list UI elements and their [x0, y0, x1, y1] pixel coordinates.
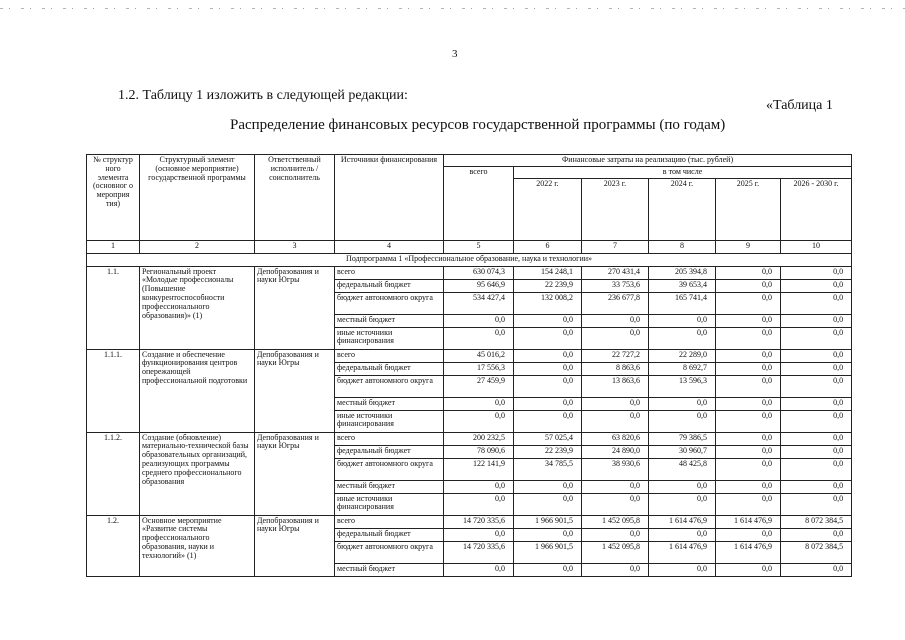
amount-cell: 0,0: [444, 493, 514, 515]
amount-cell: 0,0: [514, 410, 582, 432]
amount-cell: 0,0: [444, 480, 514, 493]
amount-cell: 8 863,6: [582, 362, 649, 375]
amount-cell: 17 556,3: [444, 362, 514, 375]
amount-cell: 534 427,4: [444, 292, 514, 314]
source-label: федеральный бюджет: [335, 445, 444, 458]
amount-cell: 0,0: [781, 362, 852, 375]
amount-cell: 0,0: [582, 410, 649, 432]
amount-cell: 0,0: [649, 397, 716, 410]
amount-cell: 0,0: [649, 493, 716, 515]
amount-cell: 0,0: [582, 397, 649, 410]
column-number-row: [87, 240, 852, 253]
column-number: 2: [140, 240, 255, 253]
source-label: бюджет автономного округа: [335, 458, 444, 480]
amount-cell: 0,0: [582, 493, 649, 515]
column-number: 9: [716, 240, 781, 253]
amount-cell: 0,0: [514, 480, 582, 493]
amount-cell: 0,0: [716, 458, 781, 480]
amount-cell: 79 386,5: [649, 432, 716, 445]
element-name: Создание (обновление) материально-технической базы образовательных организаций, реализующих программы среднего профессионального образования: [140, 432, 255, 515]
header-sources: Источники финансирования: [335, 155, 444, 241]
header-incl: в том числе: [514, 166, 852, 178]
element-name: Создание и обеспечение функционирования центров опережающей профессиональной подготовки: [140, 349, 255, 432]
amount-cell: 0,0: [514, 397, 582, 410]
amount-cell: 0,0: [781, 563, 852, 576]
source-label: федеральный бюджет: [335, 528, 444, 541]
column-number: 8: [649, 240, 716, 253]
amount-cell: 22 239,9: [514, 279, 582, 292]
amount-cell: 154 248,1: [514, 266, 582, 279]
amount-cell: 0,0: [514, 493, 582, 515]
subprogram-title: Подпрограмма 1 «Профессиональное образование, наука и технологии»: [87, 253, 852, 266]
column-number: 10: [781, 240, 852, 253]
amount-cell: 0,0: [514, 314, 582, 327]
amount-cell: 0,0: [444, 397, 514, 410]
source-label: бюджет автономного округа: [335, 292, 444, 314]
header-year: 2022 г.: [514, 178, 582, 240]
amount-cell: 0,0: [781, 327, 852, 349]
amount-cell: 0,0: [649, 480, 716, 493]
source-label: местный бюджет: [335, 480, 444, 493]
amount-cell: 14 720 335,6: [444, 541, 514, 563]
amount-cell: 63 820,6: [582, 432, 649, 445]
table-reference: «Таблица 1: [766, 98, 833, 113]
amount-cell: 0,0: [716, 327, 781, 349]
amount-cell: 630 074,3: [444, 266, 514, 279]
amount-cell: 27 459,9: [444, 375, 514, 397]
source-label: местный бюджет: [335, 563, 444, 576]
element-number: 1.2.: [87, 515, 140, 576]
source-label: местный бюджет: [335, 314, 444, 327]
header-executor: Ответственный исполнитель / соисполнитель: [255, 155, 335, 241]
amount-cell: 13 596,3: [649, 375, 716, 397]
amount-cell: 0,0: [781, 279, 852, 292]
element-number: 1.1.: [87, 266, 140, 349]
column-number: 4: [335, 240, 444, 253]
amount-cell: 22 727,2: [582, 349, 649, 362]
amount-cell: 78 090,6: [444, 445, 514, 458]
amount-cell: 8 072 384,5: [781, 515, 852, 528]
amount-cell: 200 232,5: [444, 432, 514, 445]
element-name: Основное мероприятие «Развитие системы профессионального образования, науки и технологий» (1): [140, 515, 255, 576]
column-number: 1: [87, 240, 140, 253]
amount-cell: 0,0: [716, 349, 781, 362]
column-number: 6: [514, 240, 582, 253]
amount-cell: 8 692,7: [649, 362, 716, 375]
amount-cell: 0,0: [781, 493, 852, 515]
amount-cell: 0,0: [444, 314, 514, 327]
amount-cell: 0,0: [716, 375, 781, 397]
table-row: [87, 266, 852, 279]
amount-cell: 0,0: [649, 314, 716, 327]
amount-cell: 95 646,9: [444, 279, 514, 292]
element-executor: Депобразования и науки Югры: [255, 432, 335, 515]
amount-cell: 1 452 095,8: [582, 515, 649, 528]
amount-cell: 0,0: [444, 327, 514, 349]
source-label: бюджет автономного округа: [335, 541, 444, 563]
amount-cell: 236 677,8: [582, 292, 649, 314]
subprogram-row: [87, 253, 852, 266]
amount-cell: 0,0: [444, 528, 514, 541]
amount-cell: 165 741,4: [649, 292, 716, 314]
amount-cell: 0,0: [716, 480, 781, 493]
amount-cell: 0,0: [582, 480, 649, 493]
amount-cell: 1 614 476,9: [716, 515, 781, 528]
amount-cell: 0,0: [649, 327, 716, 349]
amount-cell: 0,0: [781, 314, 852, 327]
amount-cell: 0,0: [716, 563, 781, 576]
header-year: 2023 г.: [582, 178, 649, 240]
amount-cell: 270 431,4: [582, 266, 649, 279]
element-executor: Депобразования и науки Югры: [255, 349, 335, 432]
header-year: 2026 - 2030 г.: [781, 178, 852, 240]
element-executor: Депобразования и науки Югры: [255, 515, 335, 576]
amount-cell: 1 614 476,9: [649, 515, 716, 528]
source-label: всего: [335, 266, 444, 279]
amount-cell: 1 966 901,5: [514, 515, 582, 528]
amount-cell: 0,0: [781, 410, 852, 432]
column-number: 5: [444, 240, 514, 253]
amount-cell: 0,0: [716, 493, 781, 515]
amount-cell: 0,0: [716, 397, 781, 410]
amount-cell: 14 720 335,6: [444, 515, 514, 528]
element-name: Региональный проект «Молодые профессионалы (Повышение конкурентоспособности профессионального образования)» (1): [140, 266, 255, 349]
amount-cell: 0,0: [582, 528, 649, 541]
amount-cell: 0,0: [781, 292, 852, 314]
source-label: иные источники финансирования: [335, 410, 444, 432]
amount-cell: 0,0: [716, 279, 781, 292]
amount-cell: 22 239,9: [514, 445, 582, 458]
header-element: Структурный элемент (основное мероприятие) государственной программы: [140, 155, 255, 241]
header-num: № структур ного элемента (основног о мероприя тия): [87, 155, 140, 241]
amount-cell: 0,0: [716, 314, 781, 327]
amount-cell: 30 960,7: [649, 445, 716, 458]
amount-cell: 0,0: [781, 528, 852, 541]
amount-cell: 1 966 901,5: [514, 541, 582, 563]
amount-cell: 48 425,8: [649, 458, 716, 480]
amount-cell: 0,0: [716, 292, 781, 314]
element-number: 1.1.2.: [87, 432, 140, 515]
amount-cell: 0,0: [716, 432, 781, 445]
amount-cell: 0,0: [582, 327, 649, 349]
amount-cell: 0,0: [781, 445, 852, 458]
amount-cell: 0,0: [781, 480, 852, 493]
amount-cell: 0,0: [716, 528, 781, 541]
amount-cell: 34 785,5: [514, 458, 582, 480]
source-label: бюджет автономного округа: [335, 375, 444, 397]
amount-cell: 0,0: [444, 410, 514, 432]
amount-cell: 8 072 384,5: [781, 541, 852, 563]
amount-cell: 0,0: [444, 563, 514, 576]
source-label: иные источники финансирования: [335, 493, 444, 515]
source-label: всего: [335, 432, 444, 445]
amount-cell: 0,0: [781, 397, 852, 410]
amount-cell: 0,0: [514, 528, 582, 541]
header-year: 2024 г.: [649, 178, 716, 240]
amount-cell: 0,0: [716, 362, 781, 375]
table-title: Распределение финансовых ресурсов государственной программы (по годам): [230, 117, 726, 133]
source-label: иные источники финансирования: [335, 327, 444, 349]
table-row: [87, 432, 852, 445]
amount-cell: 0,0: [649, 410, 716, 432]
amount-cell: 57 025,4: [514, 432, 582, 445]
amount-cell: 1 614 476,9: [649, 541, 716, 563]
page-number: 3: [452, 48, 458, 60]
amount-cell: 132 008,2: [514, 292, 582, 314]
source-label: федеральный бюджет: [335, 279, 444, 292]
amount-cell: 0,0: [716, 410, 781, 432]
amount-cell: 1 614 476,9: [716, 541, 781, 563]
amount-cell: 33 753,6: [582, 279, 649, 292]
amount-cell: 39 653,4: [649, 279, 716, 292]
amount-cell: 1 452 095,8: [582, 541, 649, 563]
header-total: всего: [444, 166, 514, 240]
amount-cell: 45 016,2: [444, 349, 514, 362]
amount-cell: 0,0: [781, 432, 852, 445]
amount-cell: 13 863,6: [582, 375, 649, 397]
amount-cell: 0,0: [514, 362, 582, 375]
table-row: [87, 349, 852, 362]
amount-cell: 22 289,0: [649, 349, 716, 362]
amount-cell: 0,0: [649, 528, 716, 541]
amount-cell: 122 141,9: [444, 458, 514, 480]
amount-cell: 0,0: [781, 349, 852, 362]
column-number: 7: [582, 240, 649, 253]
column-number: 3: [255, 240, 335, 253]
source-label: местный бюджет: [335, 397, 444, 410]
amount-cell: 205 394,8: [649, 266, 716, 279]
amount-cell: 0,0: [716, 445, 781, 458]
table-row: [87, 515, 852, 528]
amount-cell: 38 930,6: [582, 458, 649, 480]
scan-artifact-line: [0, 8, 905, 9]
amendment-intro: 1.2. Таблицу 1 изложить в следующей редакции:: [118, 88, 408, 103]
amount-cell: 0,0: [781, 266, 852, 279]
source-label: всего: [335, 515, 444, 528]
amount-cell: 0,0: [716, 266, 781, 279]
header-costs: Финансовые затраты на реализацию (тыс. рублей): [444, 155, 852, 167]
source-label: всего: [335, 349, 444, 362]
amount-cell: 0,0: [649, 563, 716, 576]
element-executor: Депобразования и науки Югры: [255, 266, 335, 349]
amount-cell: 0,0: [781, 458, 852, 480]
header-year: 2025 г.: [716, 178, 781, 240]
amount-cell: 0,0: [582, 314, 649, 327]
source-label: федеральный бюджет: [335, 362, 444, 375]
amount-cell: 0,0: [582, 563, 649, 576]
amount-cell: 0,0: [514, 349, 582, 362]
amount-cell: 24 890,0: [582, 445, 649, 458]
amount-cell: 0,0: [781, 375, 852, 397]
amount-cell: 0,0: [514, 327, 582, 349]
financing-table: [86, 154, 852, 577]
element-number: 1.1.1.: [87, 349, 140, 432]
amount-cell: 0,0: [514, 563, 582, 576]
amount-cell: 0,0: [514, 375, 582, 397]
